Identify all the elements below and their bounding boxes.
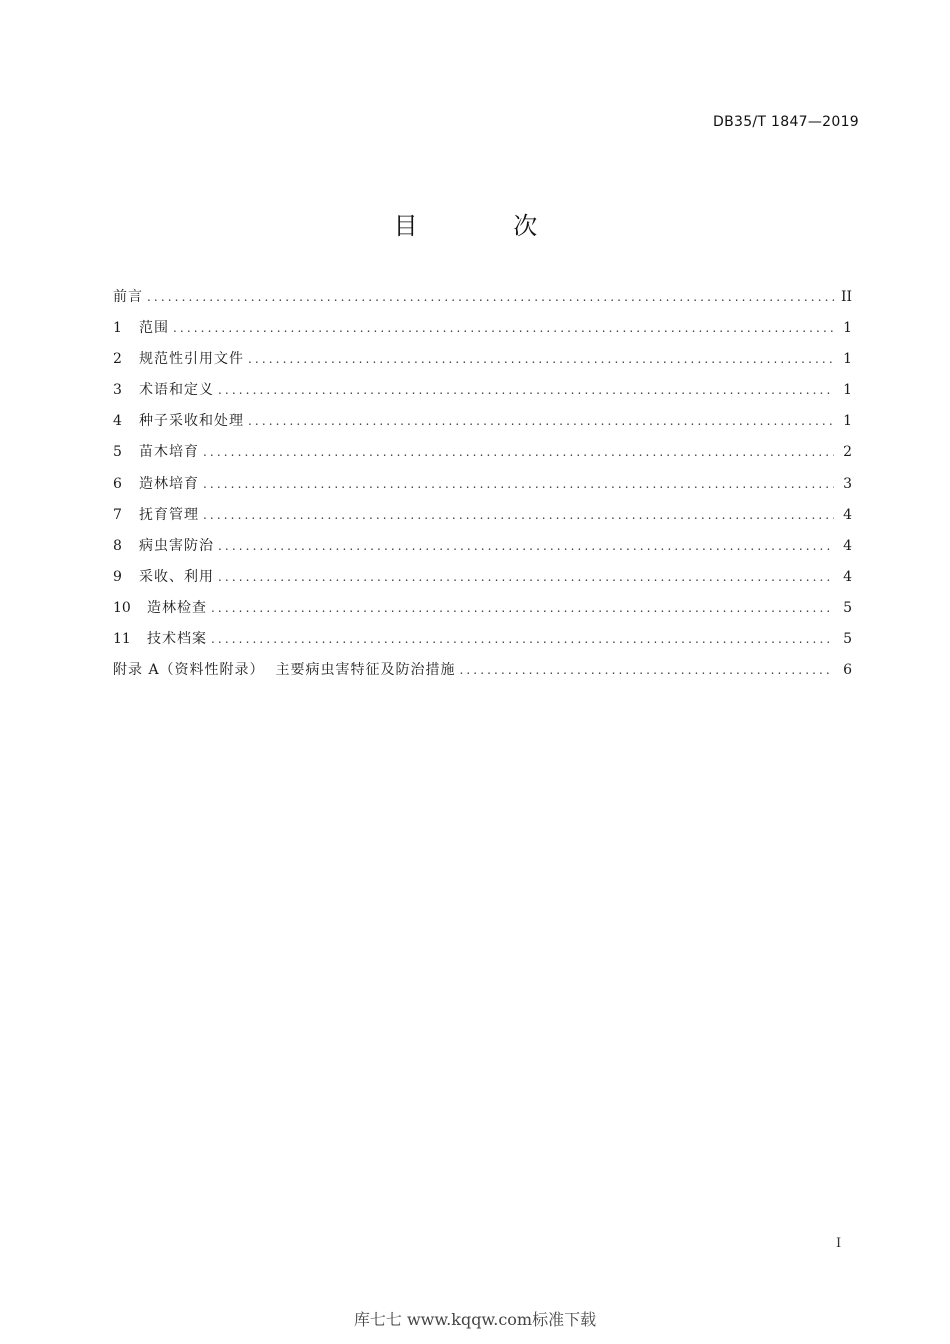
table-of-contents — [113, 285, 852, 689]
toc-title: 目 次 — [393, 212, 582, 240]
toc-entry-label: 采收、利用 — [139, 568, 214, 585]
toc-entry-page: II — [840, 289, 852, 305]
toc-entry-number: 5 — [113, 444, 122, 461]
toc-entry-number: 8 — [113, 537, 122, 554]
toc-entry-5[interactable] — [113, 440, 852, 471]
toc-entry-label: 抚育管理 — [139, 506, 199, 523]
toc-leader-dots — [218, 378, 834, 402]
toc-entry-page: 1 — [843, 320, 852, 337]
standard-code: DB35/T 1847—2019 — [713, 114, 859, 130]
toc-leader-dots — [173, 316, 834, 340]
toc-entry-page: 2 — [843, 444, 852, 461]
toc-leader-dots — [203, 472, 834, 496]
toc-entry-3[interactable] — [113, 378, 852, 409]
toc-entry-number: 2 — [113, 351, 122, 368]
toc-entry-11[interactable] — [113, 627, 852, 658]
toc-entry-foreword[interactable] — [113, 285, 852, 316]
toc-entry-label: 范围 — [139, 320, 169, 337]
toc-entry-2[interactable] — [113, 347, 852, 378]
toc-entry-number: 4 — [113, 413, 122, 430]
toc-leader-dots — [147, 285, 834, 309]
toc-entry-page: 5 — [843, 599, 852, 616]
toc-entry-label: 技术档案 — [147, 631, 207, 648]
toc-entry-page: 4 — [843, 568, 852, 585]
toc-leader-dots — [218, 565, 834, 589]
toc-leader-dots — [211, 627, 834, 651]
toc-entry-number: 10 — [113, 599, 131, 616]
toc-entry-label: 术语和定义 — [139, 382, 214, 399]
toc-entry-4[interactable] — [113, 409, 852, 440]
toc-entry-page: 1 — [843, 382, 852, 399]
toc-entry-8[interactable] — [113, 534, 852, 565]
toc-leader-dots — [203, 440, 834, 464]
toc-leader-dots — [248, 409, 834, 433]
toc-entry-page: 3 — [843, 475, 852, 492]
toc-entry-number: 7 — [113, 506, 122, 523]
toc-entry-1[interactable] — [113, 316, 852, 347]
toc-leader-dots — [211, 596, 834, 620]
toc-entry-label: 苗木培育 — [139, 444, 199, 461]
toc-entry-label: 前言 — [113, 289, 143, 305]
toc-entry-page: 1 — [843, 351, 852, 368]
toc-leader-dots — [459, 658, 834, 682]
toc-entry-page: 5 — [843, 631, 852, 648]
toc-entry-6[interactable] — [113, 472, 852, 503]
toc-entry-7[interactable] — [113, 503, 852, 534]
toc-entry-appendix-a[interactable] — [113, 658, 852, 689]
toc-entry-number: 6 — [113, 475, 122, 492]
toc-entry-page: 6 — [843, 662, 852, 679]
toc-entry-label: 附录 A（资料性附录） 主要病虫害特征及防治措施 — [113, 662, 456, 679]
toc-entry-number: 1 — [113, 320, 122, 337]
toc-entry-number: 11 — [113, 631, 131, 648]
toc-entry-page: 4 — [843, 537, 852, 554]
toc-entry-number: 3 — [113, 382, 122, 399]
toc-entry-label: 种子采收和处理 — [139, 413, 244, 430]
page-number: I — [836, 1236, 842, 1251]
toc-entry-label: 造林检查 — [147, 599, 207, 616]
toc-entry-page: 1 — [843, 413, 852, 430]
toc-entry-9[interactable] — [113, 565, 852, 596]
toc-entry-label: 病虫害防治 — [139, 537, 214, 554]
toc-leader-dots — [218, 534, 834, 558]
toc-entry-label: 造林培育 — [139, 475, 199, 492]
toc-leader-dots — [203, 503, 834, 527]
toc-entry-number: 9 — [113, 568, 122, 585]
toc-entry-page: 4 — [843, 506, 852, 523]
toc-leader-dots — [248, 347, 834, 371]
toc-entry-label: 规范性引用文件 — [139, 351, 244, 368]
toc-entry-10[interactable] — [113, 596, 852, 627]
footer-watermark: 库七七 www.kqqw.com标准下载 — [353, 1310, 597, 1329]
